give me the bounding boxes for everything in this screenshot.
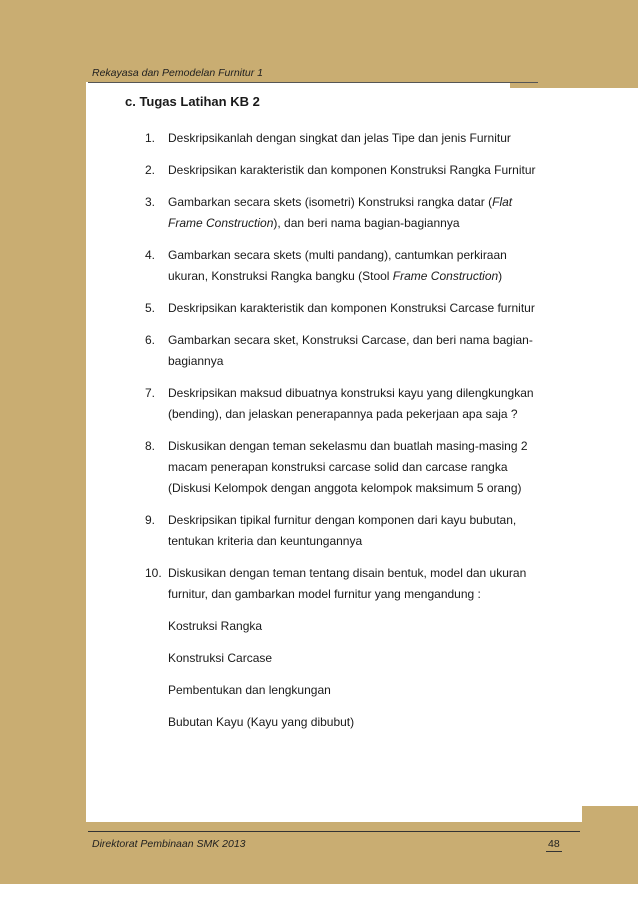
list-item — [145, 128, 565, 149]
footer-divider — [88, 831, 580, 832]
list-item — [145, 436, 565, 499]
footer-text: Direktorat Pembinaan SMK 2013 — [92, 838, 246, 850]
item-number: 3. — [145, 195, 156, 209]
sub-list-item: Pembentukan dan lengkungan — [168, 683, 331, 697]
item-text: Gambarkan secara skets (multi pandang), cantumkan perkiraan — [168, 248, 507, 262]
item-text: macam penerapan konstruksi carcase solid dan carcase rangka — [168, 460, 508, 474]
item-text: Gambarkan secara sket, Konstruksi Carcase, dan beri nama bagian- — [168, 333, 533, 347]
list-item — [145, 298, 565, 319]
running-header: Rekayasa dan Pemodelan Furnitur 1 — [92, 67, 264, 79]
item-text: (bending), dan jelaskan penerapannya pada pekerjaan apa saja ? — [168, 407, 518, 421]
item-text: Deskripsikan karakteristik dan komponen Konstruksi Carcase furnitur — [168, 301, 535, 315]
item-number: 7. — [145, 386, 156, 400]
sub-list-item: Kostruksi Rangka — [168, 619, 263, 633]
list-item — [145, 563, 565, 733]
page-number: 48 — [548, 838, 560, 850]
item-text: Deskripsikan maksud dibuatnya konstruksi kayu yang dilengkungkan — [168, 386, 534, 400]
item-number: 6. — [145, 333, 156, 347]
item-text: Diskusikan dengan teman sekelasmu dan buatlah masing-masing 2 — [168, 439, 528, 453]
item-number: 4. — [145, 248, 156, 262]
item-text: ukuran, Konstruksi Rangka bangku (Stool Frame Construction) — [168, 269, 503, 283]
item-text: Gambarkan secara skets (isometri) Konstruksi rangka datar (Flat — [168, 195, 513, 209]
exercise-list — [145, 128, 565, 744]
list-item — [145, 245, 565, 287]
item-number: 5. — [145, 301, 156, 315]
left-decorative-band — [0, 82, 86, 822]
page-bottom-margin — [0, 884, 638, 903]
item-number: 10. — [145, 566, 162, 580]
list-item — [145, 330, 565, 372]
item-text: furnitur, dan gambarkan model furnitur yang mengandung : — [168, 587, 481, 601]
item-text: Deskripsikan karakteristik dan komponen Konstruksi Rangka Furnitur — [168, 163, 536, 177]
list-item — [145, 160, 565, 181]
item-text: (Diskusi Kelompok dengan anggota kelompok maksimum 5 orang) — [168, 481, 522, 495]
sub-list-item: Konstruksi Carcase — [168, 651, 273, 665]
item-number: 2. — [145, 163, 156, 177]
page-number-underline — [546, 851, 562, 852]
item-number: 9. — [145, 513, 156, 527]
header-divider — [88, 82, 538, 83]
item-number: 1. — [145, 131, 156, 145]
list-item — [145, 510, 565, 552]
bottom-right-band-tab — [582, 806, 638, 822]
item-text: Diskusikan dengan teman tentang disain bentuk, model dan ukuran — [168, 566, 527, 580]
sub-list-item: Bubutan Kayu (Kayu yang dibubut) — [168, 715, 355, 729]
item-text: tentukan kriteria dan keuntungannya — [168, 534, 363, 548]
list-item — [145, 383, 565, 425]
item-text: Deskripsikan tipikal furnitur dengan komponen dari kayu bubutan, — [168, 513, 517, 527]
sub-list — [168, 616, 565, 733]
item-text: Deskripsikanlah dengan singkat dan jelas Tipe dan jenis Furnitur — [168, 131, 511, 145]
item-text: bagiannya — [168, 354, 224, 368]
item-number: 8. — [145, 439, 156, 453]
list-item — [145, 192, 565, 234]
item-text: Frame Construction), dan beri nama bagian-bagiannya — [168, 216, 460, 230]
section-title: c. Tugas Latihan KB 2 — [125, 94, 260, 109]
